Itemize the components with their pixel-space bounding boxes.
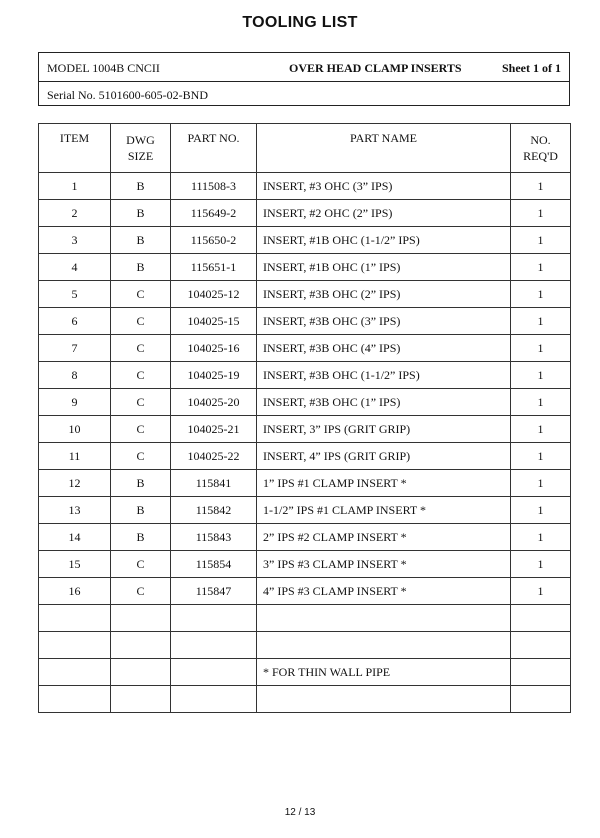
cell-part-name: 1” IPS #1 CLAMP INSERT * [257,470,511,497]
table-row [39,227,571,254]
cell-dwg-size: C [111,362,171,389]
blank-cell [111,632,171,659]
serial-label: Serial No. 5101600-605-02-BND [47,88,208,102]
table-row [39,443,571,470]
req-header-line1: NO. [530,133,551,147]
cell-part-no: 104025-16 [171,335,257,362]
cell-part-no: 104025-22 [171,443,257,470]
cell-qty: 1 [511,200,571,227]
cell-dwg-size: C [111,281,171,308]
blank-row [39,659,571,686]
blank-cell [39,605,111,632]
cell-part-name: INSERT, #3B OHC (4” IPS) [257,335,511,362]
table-row [39,389,571,416]
cell-dwg-size: B [111,524,171,551]
cell-qty: 1 [511,551,571,578]
cell-part-no: 104025-21 [171,416,257,443]
cell-qty: 1 [511,497,571,524]
blank-row [39,686,571,713]
cell-part-no: 115842 [171,497,257,524]
cell-part-name: 3” IPS #3 CLAMP INSERT * [257,551,511,578]
tooling-table [38,123,571,713]
blank-cell [111,659,171,686]
col-part-name-header: PART NAME [257,124,511,173]
cell-part-name: INSERT, #1B OHC (1” IPS) [257,254,511,281]
cell-qty: 1 [511,173,571,200]
table-body [39,173,571,713]
cell-part-no: 115847 [171,578,257,605]
blank-cell [171,632,257,659]
cell-item: 1 [39,173,111,200]
cell-item: 4 [39,254,111,281]
cell-dwg-size: C [111,578,171,605]
note-cell: * FOR THIN WALL PIPE [257,659,511,686]
table-row [39,200,571,227]
table-row [39,173,571,200]
blank-cell [171,659,257,686]
cell-item: 3 [39,227,111,254]
cell-part-name: INSERT, #3 OHC (3” IPS) [257,173,511,200]
cell-item: 5 [39,281,111,308]
cell-dwg-size: C [111,443,171,470]
cell-part-no: 115651-1 [171,254,257,281]
model-label: MODEL 1004B CNCII [47,61,160,75]
blank-row [39,632,571,659]
table-row [39,578,571,605]
cell-part-name: INSERT, #3B OHC (3” IPS) [257,308,511,335]
cell-qty: 1 [511,308,571,335]
table-header-row [39,124,571,173]
table-row [39,497,571,524]
header-row-serial [39,82,569,107]
page-title: TOOLING LIST [242,14,358,31]
cell-part-no: 104025-19 [171,362,257,389]
dwg-header-line2: SIZE [127,149,154,163]
cell-qty: 1 [511,416,571,443]
req-header-line2: REQ'D [523,149,558,163]
cell-item: 2 [39,200,111,227]
cell-dwg-size: C [111,416,171,443]
cell-dwg-size: B [111,227,171,254]
cell-item: 11 [39,443,111,470]
header-row-model [39,53,569,82]
cell-part-name: INSERT, #3B OHC (1-1/2” IPS) [257,362,511,389]
cell-item: 6 [39,308,111,335]
blank-row [39,605,571,632]
cell-part-name: 2” IPS #2 CLAMP INSERT * [257,524,511,551]
cell-dwg-size: B [111,173,171,200]
cell-part-name: INSERT, 4” IPS (GRIT GRIP) [257,443,511,470]
cell-qty: 1 [511,524,571,551]
table-row [39,281,571,308]
blank-cell [511,605,571,632]
cell-dwg-size: C [111,389,171,416]
cell-item: 7 [39,335,111,362]
cell-dwg-size: B [111,200,171,227]
table-row [39,551,571,578]
sheet-label: Sheet 1 of 1 [502,61,561,75]
cell-part-no: 115854 [171,551,257,578]
blank-cell [171,686,257,713]
cell-dwg-size: B [111,470,171,497]
cell-part-name: 4” IPS #3 CLAMP INSERT * [257,578,511,605]
cell-qty: 1 [511,389,571,416]
col-dwg-header [111,124,171,173]
blank-cell [111,605,171,632]
table-row [39,470,571,497]
blank-cell [111,686,171,713]
cell-dwg-size: C [111,551,171,578]
cell-item: 14 [39,524,111,551]
blank-cell [511,632,571,659]
cell-part-no: 115843 [171,524,257,551]
cell-part-no: 111508-3 [171,173,257,200]
cell-dwg-size: B [111,254,171,281]
cell-qty: 1 [511,281,571,308]
cell-part-no: 115649-2 [171,200,257,227]
blank-cell [257,632,511,659]
table-row [39,362,571,389]
cell-part-no: 115841 [171,470,257,497]
cell-item: 8 [39,362,111,389]
dwg-header-line1: DWG [126,133,155,147]
cell-part-name: INSERT, #3B OHC (2” IPS) [257,281,511,308]
cell-qty: 1 [511,470,571,497]
cell-part-no: 104025-12 [171,281,257,308]
blank-cell [39,686,111,713]
cell-dwg-size: C [111,335,171,362]
page-number: 12 / 13 [284,807,316,818]
cell-qty: 1 [511,254,571,281]
cell-part-name: 1-1/2” IPS #1 CLAMP INSERT * [257,497,511,524]
col-item-header: ITEM [39,124,111,173]
header-box [38,52,570,106]
cell-item: 15 [39,551,111,578]
col-part-no-header: PART NO. [171,124,257,173]
cell-part-name: INSERT, #3B OHC (1” IPS) [257,389,511,416]
cell-part-no: 104025-20 [171,389,257,416]
table-row [39,416,571,443]
blank-cell [171,605,257,632]
section-label: OVER HEAD CLAMP INSERTS [289,61,462,75]
cell-part-no: 104025-15 [171,308,257,335]
cell-item: 13 [39,497,111,524]
cell-part-no: 115650-2 [171,227,257,254]
table-row [39,335,571,362]
blank-cell [39,659,111,686]
table-row [39,524,571,551]
cell-item: 16 [39,578,111,605]
blank-cell [257,686,511,713]
cell-qty: 1 [511,362,571,389]
blank-cell [39,632,111,659]
table-row [39,254,571,281]
cell-item: 10 [39,416,111,443]
col-req-header [511,124,571,173]
table-row [39,308,571,335]
cell-qty: 1 [511,578,571,605]
cell-part-name: INSERT, #1B OHC (1-1/2” IPS) [257,227,511,254]
cell-qty: 1 [511,443,571,470]
cell-dwg-size: C [111,308,171,335]
cell-dwg-size: B [111,497,171,524]
cell-part-name: INSERT, 3” IPS (GRIT GRIP) [257,416,511,443]
cell-qty: 1 [511,335,571,362]
blank-cell [511,686,571,713]
cell-item: 9 [39,389,111,416]
blank-cell [257,605,511,632]
cell-item: 12 [39,470,111,497]
cell-part-name: INSERT, #2 OHC (2” IPS) [257,200,511,227]
blank-cell [511,659,571,686]
cell-qty: 1 [511,227,571,254]
